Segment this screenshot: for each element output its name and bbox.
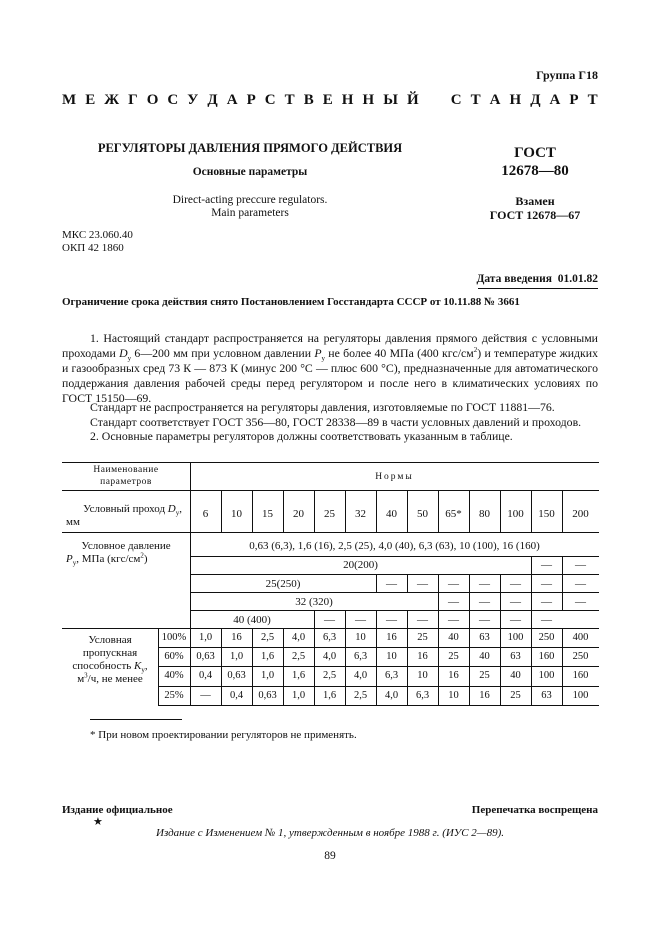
kv-value: 2,5 bbox=[322, 670, 337, 681]
banner-letter: Д bbox=[207, 92, 218, 108]
kv-value: 250 bbox=[538, 632, 555, 643]
pressure-dash: — bbox=[510, 578, 521, 590]
pressure-dash: — bbox=[510, 596, 521, 608]
kv-value: 4,0 bbox=[353, 670, 368, 681]
banner-letter: Т bbox=[470, 92, 481, 108]
star-icon: ★ bbox=[93, 816, 103, 828]
table-rule bbox=[158, 666, 599, 667]
doc-subtitle: Основные параметры bbox=[192, 166, 308, 178]
dn-value: 25 bbox=[324, 508, 335, 520]
dn-value: 32 bbox=[355, 508, 366, 520]
kv-percent: 60% bbox=[164, 651, 184, 662]
banner-letter: Т bbox=[587, 92, 598, 108]
banner-letter: А bbox=[549, 92, 561, 108]
kv-percent: 100% bbox=[161, 632, 187, 643]
footnote: * При новом проектировании регуляторов не применять. bbox=[90, 729, 357, 741]
kv-value: 63 bbox=[479, 632, 490, 643]
replaces-value: ГОСТ 12678—67 bbox=[489, 208, 581, 222]
kv-label-line-3: способность $K_y$, bbox=[72, 660, 148, 675]
edition-label: Издание официальное bbox=[62, 804, 173, 816]
pressure-dash: — bbox=[541, 578, 552, 590]
table-rule bbox=[158, 686, 599, 687]
pn-row-5-value: 40 (400) bbox=[233, 614, 271, 626]
kv-value: 40 bbox=[448, 632, 459, 643]
kv-value: 25 bbox=[510, 690, 521, 701]
restriction-note: Ограничение срока действия снято Постановлением Госстандарта СССР от 10.11.88 № 3661 bbox=[62, 296, 520, 308]
pressure-dash: — bbox=[355, 614, 366, 626]
dn-value: 15 bbox=[262, 508, 273, 520]
english-title-line-1: Direct-acting preccure regulators. bbox=[172, 194, 328, 206]
intro-date-label: Дата введения bbox=[476, 273, 552, 285]
kv-value: 16 bbox=[479, 690, 490, 701]
banner-letter: Р bbox=[569, 92, 579, 108]
kv-value: 0,63 bbox=[258, 690, 277, 701]
kv-label-line-4: $м^3/ч$, не менее bbox=[77, 671, 143, 685]
pressure-dash: — bbox=[479, 578, 490, 590]
kv-value: 0,4 bbox=[198, 670, 213, 681]
table-label-divider bbox=[190, 462, 191, 628]
kv-value: — bbox=[200, 690, 211, 701]
dn-value: 50 bbox=[417, 508, 428, 520]
paragraph-3: Стандарт соответствует ГОСТ 356—80, ГОСТ 28338—89 в части условных давлений и проходов. bbox=[90, 415, 582, 429]
kv-value: 16 bbox=[448, 670, 459, 681]
pressure-dash: — bbox=[575, 559, 586, 571]
kv-value: 16 bbox=[386, 632, 397, 643]
dn-value: 80 bbox=[479, 508, 490, 520]
gost-number: 12678—80 bbox=[501, 163, 569, 179]
pressure-dash: — bbox=[448, 614, 459, 626]
kv-value: 0,4 bbox=[229, 690, 244, 701]
banner-letter: Н bbox=[341, 92, 354, 108]
kv-value: 1,6 bbox=[322, 690, 337, 701]
kv-value: 0,63 bbox=[196, 651, 215, 662]
kv-value: 100 bbox=[572, 690, 589, 701]
table-rule bbox=[62, 628, 599, 629]
pressure-dash: — bbox=[541, 596, 552, 608]
kv-value: 1,6 bbox=[291, 670, 306, 681]
kv-value: 25 bbox=[417, 632, 428, 643]
reprint-label: Перепечатка воспрещена bbox=[471, 804, 598, 816]
kv-percent: 25% bbox=[164, 690, 184, 701]
kv-percent: 40% bbox=[164, 670, 184, 681]
table-rule bbox=[190, 574, 599, 575]
table-rule bbox=[190, 592, 599, 593]
kv-value: 160 bbox=[538, 651, 555, 662]
kv-label-line-1: Условная bbox=[88, 634, 132, 646]
footnote-separator bbox=[90, 719, 182, 720]
kv-value: 1,0 bbox=[260, 670, 275, 681]
pressure-dash: — bbox=[510, 614, 521, 626]
kv-value: 100 bbox=[538, 670, 555, 681]
kv-value: 4,0 bbox=[291, 632, 306, 643]
banner-letter: Д bbox=[530, 92, 541, 108]
kv-value: 25 bbox=[448, 651, 459, 662]
banner-letter: А bbox=[489, 92, 501, 108]
kv-value: 4,0 bbox=[322, 651, 337, 662]
pressure-dash: — bbox=[448, 596, 459, 608]
banner-word-gap bbox=[428, 92, 442, 109]
gost-label: ГОСТ bbox=[514, 145, 556, 161]
intro-date-underline bbox=[478, 288, 598, 289]
banner-letter: С bbox=[450, 92, 462, 108]
kv-value: 10 bbox=[448, 690, 459, 701]
banner-letter: Н bbox=[362, 92, 375, 108]
kv-value: 100 bbox=[507, 632, 524, 643]
amendment-note: Издание с Изменением № 1, утвержденным в ноябре 1988 г. (ИУС 2—89). bbox=[156, 827, 504, 839]
dn-value: 6 bbox=[202, 508, 209, 520]
kv-value: 2,5 bbox=[353, 690, 368, 701]
banner-letter: А bbox=[226, 92, 238, 108]
banner bbox=[62, 92, 598, 109]
dn-value: 10 bbox=[231, 508, 242, 520]
banner-letter: О bbox=[146, 92, 159, 108]
intro-date bbox=[476, 273, 598, 285]
table-rule bbox=[158, 647, 599, 648]
dn-value: 150 bbox=[538, 508, 555, 520]
okp-code: ОКП 42 1860 bbox=[62, 242, 124, 254]
table-rule bbox=[190, 556, 599, 557]
dn-label: Условный проход $D_y$, bbox=[83, 503, 182, 518]
header-param-line-1: Наименование bbox=[93, 465, 159, 475]
banner-letter: Е bbox=[85, 92, 96, 108]
kv-value: 40 bbox=[479, 651, 490, 662]
pressure-dash: — bbox=[479, 614, 490, 626]
dn-value: 100 bbox=[507, 508, 524, 520]
dn-unit: мм bbox=[66, 516, 80, 528]
english-title-line-2: Main parameters bbox=[211, 207, 289, 219]
header-norms: Нормы bbox=[375, 472, 414, 482]
kv-value: 16 bbox=[231, 632, 242, 643]
pn-label-line-1: Условное давление bbox=[81, 540, 171, 552]
kv-value: 4,0 bbox=[384, 690, 399, 701]
banner-letter: Й bbox=[406, 92, 419, 108]
banner-letter: Г bbox=[128, 92, 138, 108]
pn-row-3-value: 25(250) bbox=[265, 578, 301, 590]
doc-title: РЕГУЛЯТОРЫ ДАВЛЕНИЯ ПРЯМОГО ДЕЙСТВИЯ bbox=[97, 141, 403, 155]
header-param-line-2: параметров bbox=[100, 477, 152, 487]
pn-row-2-value: 20(200) bbox=[343, 559, 378, 571]
banner-letter: Н bbox=[509, 92, 522, 108]
pn-row-1-values: 0,63 (6,3), 1,6 (16), 2,5 (25), 4,0 (40), 6,3 (63), 10 (100), 16 (160) bbox=[249, 540, 540, 552]
paragraph-1: 1. Настоящий стандарт распространяется на регуляторы давления прямого действия с условными проходами $D_y$ 6—200 мм при условном давлении $P_y$ не более 40 МПа (400 кгс/$см^2$) и температуре жидких и газообразных сред 73 К — 873 К (минус 200 °С — плюс 600 °С), предназначенные для автоматического поддержания давления рабочей среды перед регулятором и после него в климатических условиях по ГОСТ 15150—69. bbox=[62, 331, 598, 405]
kv-value: 1,0 bbox=[291, 690, 306, 701]
banner-letter: У bbox=[187, 92, 199, 108]
banner-letter: М bbox=[62, 92, 77, 108]
dn-value: 65* bbox=[445, 508, 462, 520]
table-rule bbox=[190, 610, 599, 611]
kv-value: 1,0 bbox=[198, 632, 213, 643]
kv-value: 6,3 bbox=[415, 690, 430, 701]
kv-value: 6,3 bbox=[322, 632, 337, 643]
mks-code: МКС 23.060.40 bbox=[62, 229, 133, 241]
kv-value: 16 bbox=[417, 651, 428, 662]
kv-value: 40 bbox=[510, 670, 521, 681]
pressure-dash: — bbox=[575, 578, 586, 590]
kv-value: 10 bbox=[417, 670, 428, 681]
paragraph-2: Стандарт не распространяется на регуляторы давления, изготовляемые по ГОСТ 11881—76. bbox=[90, 400, 555, 414]
kv-value: 63 bbox=[541, 690, 552, 701]
pressure-dash: — bbox=[417, 614, 428, 626]
table-rule bbox=[62, 490, 599, 491]
kv-value: 63 bbox=[510, 651, 521, 662]
kv-value: 400 bbox=[572, 632, 589, 643]
dn-value: 20 bbox=[293, 508, 304, 520]
banner-letter: В bbox=[303, 92, 314, 108]
kv-value: 2,5 bbox=[260, 632, 275, 643]
dn-value: 40 bbox=[386, 508, 397, 520]
pressure-dash: — bbox=[417, 578, 428, 590]
pressure-dash: — bbox=[386, 578, 397, 590]
page-number: 89 bbox=[324, 850, 336, 862]
kv-value: 2,5 bbox=[291, 651, 306, 662]
paragraph-4: 2. Основные параметры регуляторов должны соответствовать указанным в таблице. bbox=[90, 429, 513, 443]
pressure-dash: — bbox=[324, 614, 335, 626]
banner-letter: С bbox=[167, 92, 179, 108]
pressure-dash: — bbox=[541, 614, 552, 626]
pn-row-4-value: 32 (320) bbox=[295, 596, 333, 608]
pressure-dash: — bbox=[386, 614, 397, 626]
pn-label-line-2: $P_y$, МПа $(кгс/см^2)$ bbox=[66, 551, 148, 568]
kv-value: 1,0 bbox=[229, 651, 244, 662]
pressure-dash: — bbox=[448, 578, 459, 590]
kv-value: 6,3 bbox=[353, 651, 368, 662]
banner-letter: С bbox=[264, 92, 276, 108]
banner-letter: Ж bbox=[104, 92, 120, 108]
kv-value: 160 bbox=[572, 670, 589, 681]
kv-value: 10 bbox=[355, 632, 366, 643]
table-rule bbox=[62, 532, 599, 533]
table-top-rule bbox=[62, 462, 599, 463]
pressure-dash: — bbox=[479, 596, 490, 608]
kv-value: 0,63 bbox=[227, 670, 246, 681]
kv-value: 250 bbox=[572, 651, 589, 662]
dn-value: 200 bbox=[572, 508, 589, 520]
kv-value: 1,6 bbox=[260, 651, 275, 662]
pressure-dash: — bbox=[541, 559, 552, 571]
group-label: Группа Г18 bbox=[536, 68, 598, 82]
kv-label-line-2: пропускная bbox=[82, 647, 138, 659]
replaces-label: Взамен bbox=[515, 194, 555, 208]
banner-letter: Ы bbox=[383, 92, 398, 108]
banner-letter: Р bbox=[246, 92, 256, 108]
pressure-dash: — bbox=[575, 596, 586, 608]
banner-letter: Т bbox=[284, 92, 295, 108]
kv-value: 10 bbox=[386, 651, 397, 662]
intro-date-value: 01.01.82 bbox=[557, 273, 598, 285]
banner-letter: Е bbox=[322, 92, 333, 108]
table-rule bbox=[158, 705, 599, 706]
kv-value: 6,3 bbox=[384, 670, 399, 681]
kv-value: 25 bbox=[479, 670, 490, 681]
